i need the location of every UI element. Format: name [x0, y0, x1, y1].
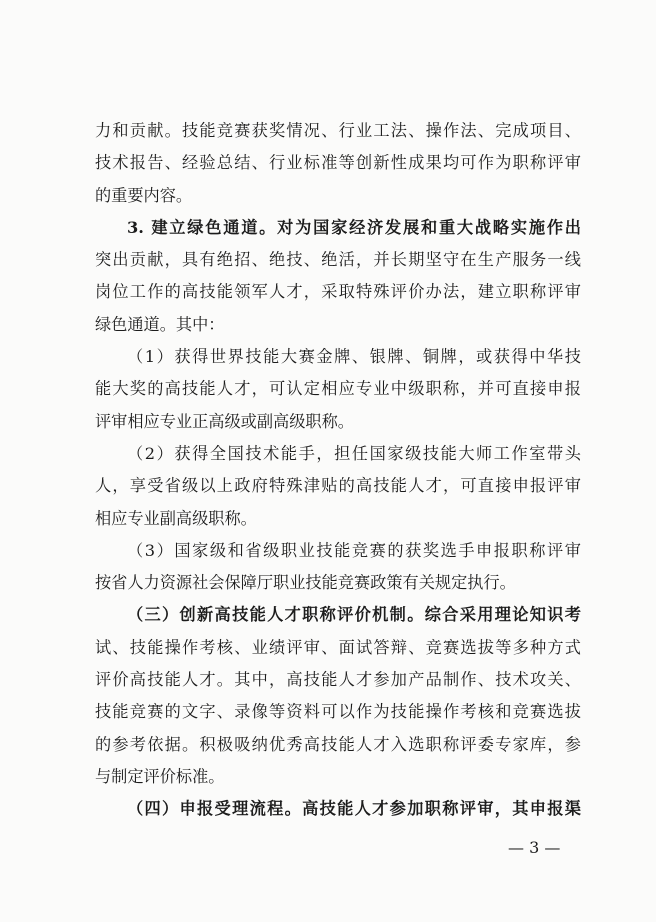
text-line: （四）申报受理流程。高技能人才参加职称评审，其申报渠 [127, 799, 581, 819]
page-number: — 3 — [508, 838, 561, 857]
text-line: 相应专业副高级职称。 [95, 508, 257, 528]
text-line: 的重要内容。 [95, 185, 193, 205]
body-text [95, 115, 581, 826]
text-line: 评审相应专业正高级或副高级职称。 [95, 411, 354, 431]
text-line: 突出贡献，具有绝招、绝技、绝活，并长期坚守在生产服务一线 [95, 250, 581, 270]
text-line: 岗位工作的高技能领军人才，采取特殊评价办法，建立职称评审 [95, 282, 581, 302]
text-line: 技术报告、经验总结、行业标准等创新性成果均可作为职称评审 [95, 153, 581, 173]
text-line: （3）国家级和省级职业技能竞赛的获奖选手申报职称评审 [127, 540, 581, 560]
text-line: （2）获得全国技术能手，担任国家级技能大师工作室带头 [127, 443, 581, 463]
text-line: 力和贡献。技能竞赛获奖情况、行业工法、操作法、完成项目、 [95, 121, 581, 140]
text-line: （1）获得世界技能大赛金牌、银牌、铜牌，或获得中华技 [127, 347, 581, 367]
text-line: 与制定评价标准。 [95, 766, 225, 786]
text-line: 技能竞赛的文字、录像等资料可以作为技能操作考核和竞赛选拔 [95, 702, 581, 722]
text-line: 3. 建立绿色通道。对为国家经济发展和重大战略实施作出 [127, 217, 581, 237]
text-line: 人，享受省级以上政府特殊津贴的高技能人才，可直接申报评审 [95, 476, 581, 496]
text-line: 绿色通道。其中： [95, 314, 225, 334]
text-line: 的参考依据。积极吸纳优秀高技能人才入选职称评委专家库，参 [95, 734, 581, 754]
text-line: 能大奖的高技能人才，可认定相应专业中级职称，并可直接申报 [95, 379, 581, 399]
text-line: （三）创新高技能人才职称评价机制。综合采用理论知识考 [127, 605, 581, 625]
text-line: 试、技能操作考核、业绩评审、面试答辩、竞赛选拔等多种方式 [95, 637, 581, 657]
text-line: 按省人力资源社会保障厅职业技能竞赛政策有关规定执行。 [95, 573, 516, 593]
text-line: 评价高技能人才。其中，高技能人才参加产品制作、技术攻关、 [95, 670, 581, 690]
